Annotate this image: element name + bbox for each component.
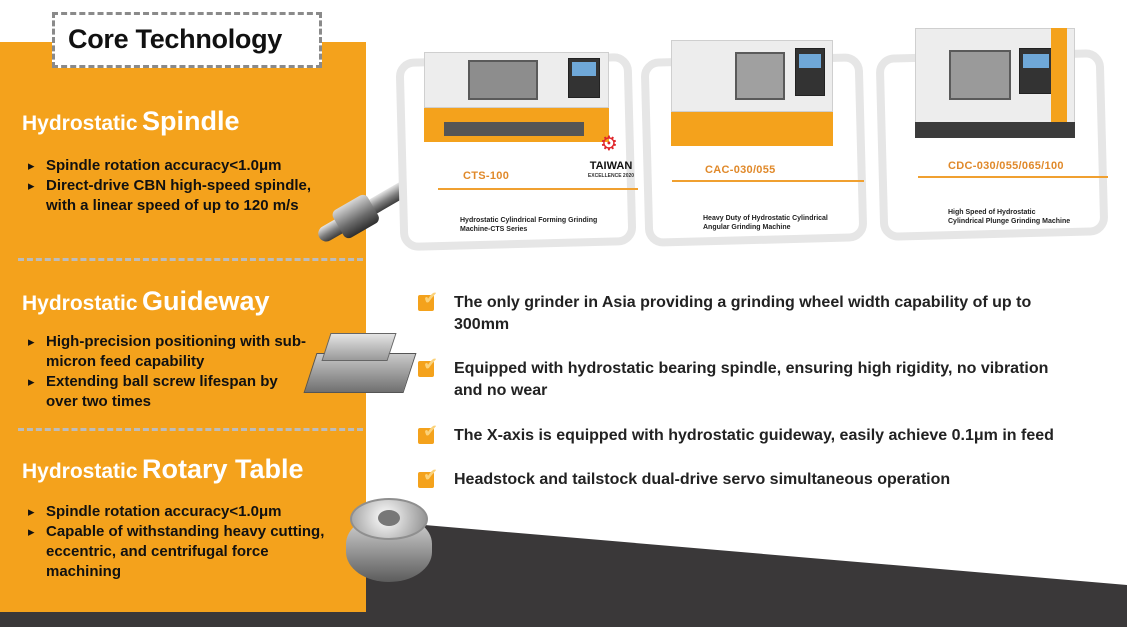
bullet-item: ▸ Spindle rotation accuracy<1.0μm xyxy=(28,156,328,176)
bullet-list xyxy=(28,332,313,412)
feature-item xyxy=(418,421,1108,449)
machine-image-cts xyxy=(424,52,609,142)
machine-description: Hydrostatic Cylindrical Forming Grinding Machine-CTS Series xyxy=(460,217,598,233)
bullet-item: ▸ Capable of withstanding heavy cutting, eccentric, and centrifugal force machining xyxy=(28,522,333,582)
section-heading xyxy=(22,454,304,485)
heading-prefix: Hydrostatic xyxy=(22,112,138,135)
bullet-item: ▸ Extending ball screw lifespan by over two times xyxy=(28,372,313,412)
bullet-list xyxy=(28,502,333,582)
checkbox-icon: ✔ xyxy=(418,425,440,445)
machine-description: Heavy Duty of Hydrostatic Cylindrical Angular Grinding Machine xyxy=(703,215,828,231)
heading-prefix: Hydrostatic xyxy=(22,292,138,315)
section-rotary-table xyxy=(0,446,366,596)
award-gear-icon: ⚙ xyxy=(600,133,618,155)
machine-model: CDC-030/055/065/100 xyxy=(948,160,1064,172)
model-underline xyxy=(672,180,864,182)
award-subtitle: EXCELLENCE 2020 xyxy=(587,173,635,179)
page-title: Core Technology xyxy=(68,24,283,54)
machine-image-cac xyxy=(671,40,833,146)
checkbox-icon: ✔ xyxy=(418,469,440,489)
feature-item xyxy=(418,354,1108,404)
feature-item xyxy=(418,465,1108,493)
heading-main: Spindle xyxy=(141,106,240,136)
guideway-part-image xyxy=(310,327,412,397)
checkbox-icon: ✔ xyxy=(418,358,440,378)
bullet-item: ▸ Spindle rotation accuracy<1.0μm xyxy=(28,502,333,522)
bullet-item: ▸ Direct-drive CBN high-speed spindle, with a linear speed of up to 120 m/s xyxy=(28,176,328,216)
section-heading xyxy=(22,106,240,137)
model-underline xyxy=(438,188,638,190)
bullet-list xyxy=(28,156,328,216)
machine-model: CTS-100 xyxy=(463,170,510,182)
award-name: TAIWAN xyxy=(589,160,633,172)
section-divider xyxy=(18,428,363,431)
heading-prefix: Hydrostatic xyxy=(22,460,138,483)
section-spindle xyxy=(0,100,366,250)
taiwan-excellence-award xyxy=(582,134,640,186)
checkbox-icon: ✔ xyxy=(418,292,440,312)
model-underline xyxy=(918,176,1108,178)
heading-main: Rotary Table xyxy=(141,454,304,484)
feature-text: Equipped with hydrostatic bearing spindle, ensuring high rigidity, no vibration and no wear xyxy=(454,360,1049,399)
section-heading xyxy=(22,286,270,317)
feature-item xyxy=(418,288,1108,338)
machine-description: High Speed of Hydrostatic Cylindrical Plunge Grinding Machine xyxy=(948,209,1071,225)
heading-main: Guideway xyxy=(141,286,270,316)
machine-image-cdc xyxy=(915,28,1075,138)
feature-text: The only grinder in Asia providing a grinding wheel width capability of up to 300mm xyxy=(454,294,1032,333)
machine-model: CAC-030/055 xyxy=(705,164,776,176)
feature-text: Headstock and tailstock dual-drive servo simultaneous operation xyxy=(454,471,951,488)
feature-text: The X-axis is equipped with hydrostatic guideway, easily achieve 0.1μm in feed xyxy=(454,427,1054,444)
rotary-table-part-image xyxy=(346,498,432,582)
bullet-item: ▸ High-precision positioning with sub-micron feed capability xyxy=(28,332,313,372)
section-divider xyxy=(18,258,363,261)
